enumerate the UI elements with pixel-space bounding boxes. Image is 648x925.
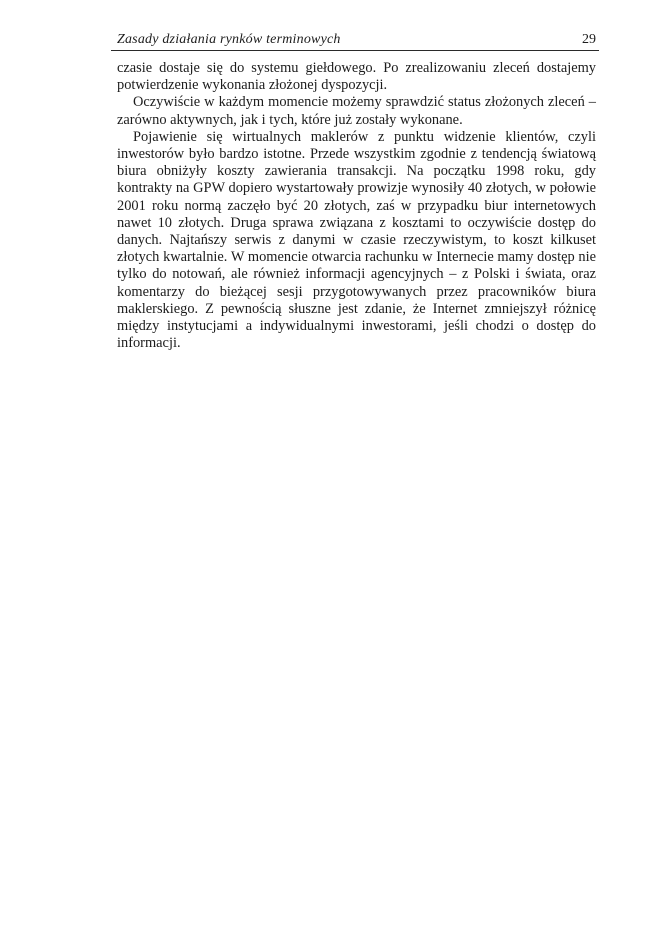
body-text bbox=[117, 60, 596, 352]
header-title: Zasady działania rynków terminowych bbox=[117, 32, 341, 47]
running-header bbox=[111, 31, 599, 51]
paragraph-virtual-brokers: Pojawienie się wirtualnych maklerów z punktu widzenie klientów, czyli inwestorów było bardzo istotne. Przede wszystkim zgodnie z tendencją światową biura obniżyły koszty zawierania transakcji. Na początku 1998 roku, gdy kontrakty na GPW dopiero wystartowały prowizje wynosiły 40 złotych, w połowie 2001 roku normą zaczęło być 20 złotych, zaś w przypadku biur internetowych nawet 10 złotych. Druga sprawa związana z kosztami to oczywiście dostęp do danych. Najtańszy serwis z danymi w czasie rzeczywistym, to koszt kilkuset złotych kwartalnie. W momencie otwarcia rachunku w Internecie mamy dostęp nie tylko do notowań, ale również informacji agencyjnych – z Polski i świata, oraz komentarzy do bieżącej sesji przygotowywanych przez pracowników biura maklerskiego. Z pewnością słuszne jest zdanie, że Internet zmniejszył różnicę między instytucjami a indywidualnymi inwestorami, jeśli chodzi o dostęp do informacji. bbox=[117, 128, 596, 352]
page-number: 29 bbox=[582, 32, 596, 47]
header-rule bbox=[111, 50, 599, 51]
paragraph-order-status: Oczywiście w każdym momencie możemy sprawdzić status złożonych zleceń – zarówno aktywnych, jak i tych, które już zostały wykonane. bbox=[117, 94, 596, 128]
paragraph-continuation: czasie dostaje się do systemu giełdowego. Po zrealizowaniu zleceń dostajemy potwierdzenie wykonania złożonej dyspozycji. bbox=[117, 60, 596, 94]
